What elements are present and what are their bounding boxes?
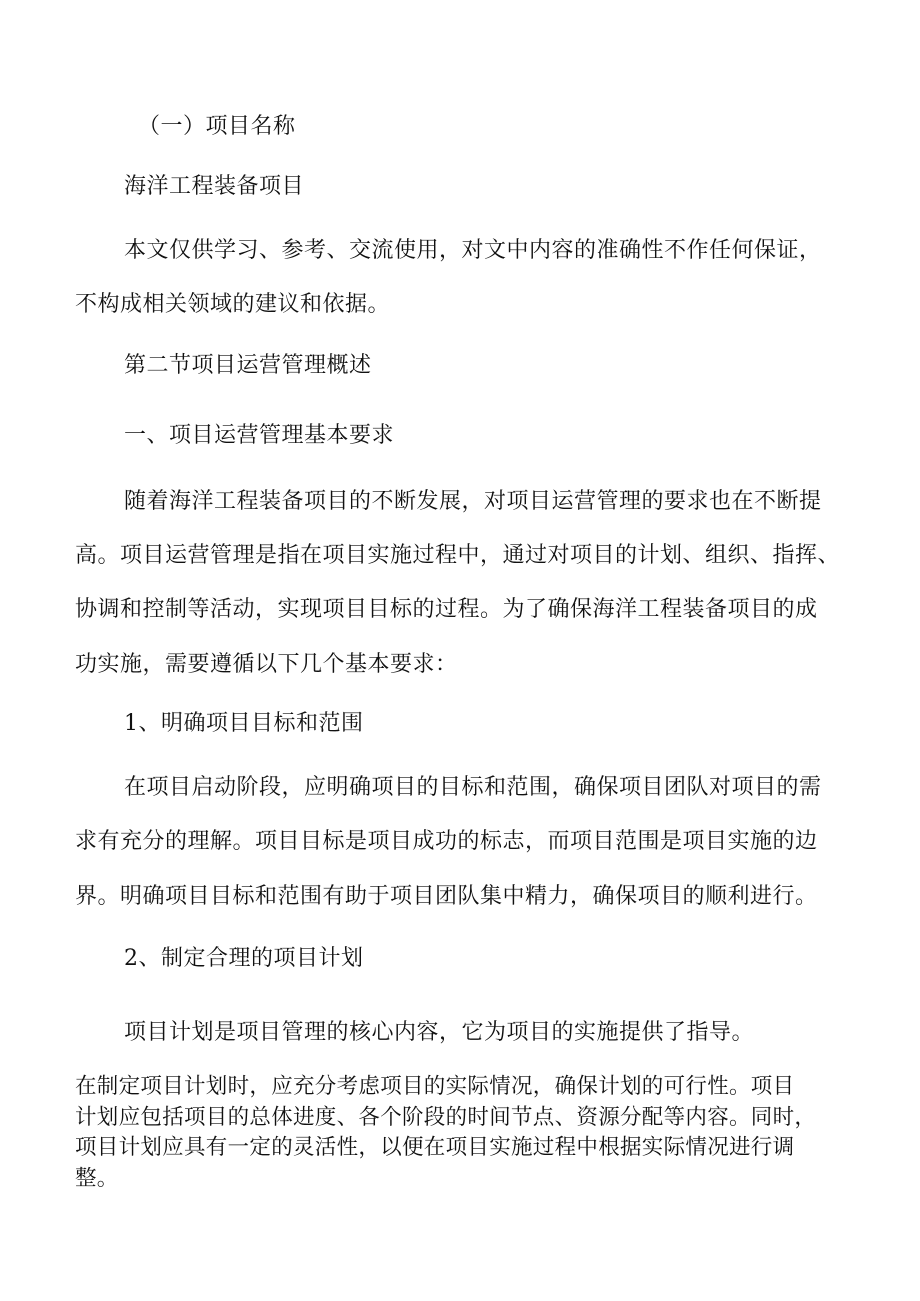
item2-line: 项目计划是项目管理的核心内容，它为项目的实施提供了指导。 [124, 1020, 755, 1045]
intro-line: 功实施，需要遵循以下几个基本要求： [75, 652, 458, 677]
section-title: 第二节项目运营管理概述 [124, 353, 372, 378]
item2-line: 项目计划应具有一定的灵活性，以便在项目实施过程中根据实际情况进行调 [75, 1135, 795, 1160]
disclaimer-line: 不构成相关领域的建议和依据。 [75, 292, 391, 317]
item2-line: 计划应包括项目的总体进度、各个阶段的时间节点、资源分配等内容。同时， [75, 1105, 817, 1130]
project-name: 海洋工程装备项目 [124, 174, 305, 199]
item1-line: 界。明确项目目标和范围有助于项目团队集中精力，确保项目的顺利进行。 [75, 884, 818, 909]
intro-line: 协调和控制等活动，实现项目目标的过程。为了确保海洋工程装备项目的成 [75, 597, 818, 622]
item1-line: 求有充分的理解。项目目标是项目成功的标志，而项目范围是项目实施的边 [75, 829, 818, 854]
intro-line: 高。项目运营管理是指在项目实施过程中，通过对项目的计划、组织、指挥、 [75, 543, 841, 568]
item2-line: 在制定项目计划时，应充分考虑项目的实际情况，确保计划的可行性。项目 [75, 1074, 795, 1099]
item2-line: 整。 [75, 1166, 119, 1191]
item2-title: 2、制定合理的项目计划 [124, 946, 364, 971]
item1-title: 1、明确项目目标和范围 [124, 711, 364, 736]
heading-project-name: （一）项目名称 [138, 114, 296, 139]
disclaimer-line: 本文仅供学习、参考、交流使用，对文中内容的准确性不作任何保证， [124, 238, 822, 263]
item1-line: 在项目启动阶段，应明确项目的目标和范围，确保项目团队对项目的需 [124, 775, 822, 800]
intro-line: 随着海洋工程装备项目的不断发展，对项目运营管理的要求也在不断提 [124, 489, 822, 514]
subsection-title: 一、项目运营管理基本要求 [124, 423, 395, 448]
